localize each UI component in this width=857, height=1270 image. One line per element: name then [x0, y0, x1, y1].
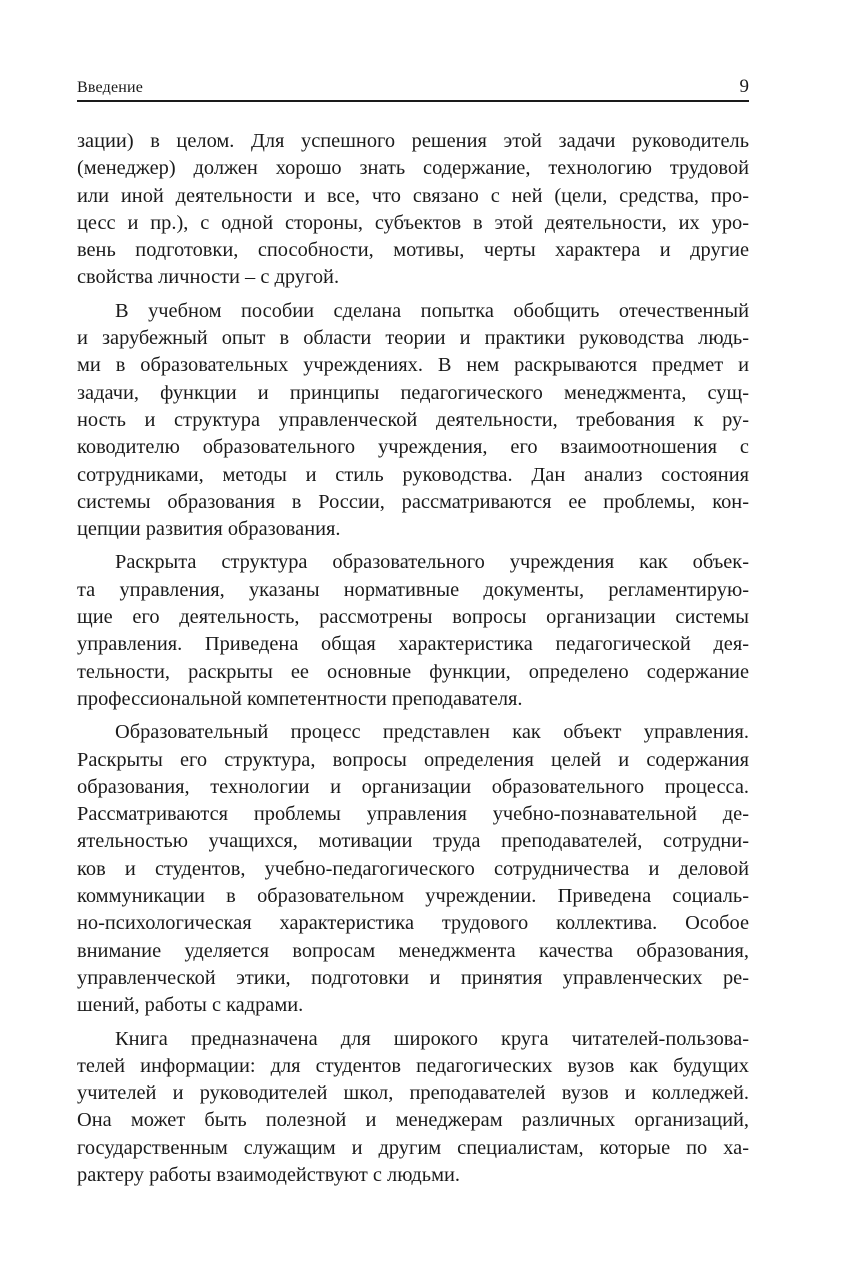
text-line: рактеру работы взаимодействуют с людьми. [77, 1163, 460, 1186]
text-line: и зарубежный опыт в области теории и практики руководства людь- [77, 327, 749, 350]
text-line: В учебном пособии сделана попытка обобщить отечественный [115, 299, 749, 322]
text-line: Рассматриваются проблемы управления учебно-познавательной де- [77, 803, 749, 826]
text-line: профессиональной компетентности преподавателя. [77, 687, 523, 710]
text-line: коммуникации в образовательном учреждении. Приведена социаль- [77, 885, 749, 908]
text-line: Она может быть полезной и менеджерам различных организаций, [77, 1109, 749, 1132]
text-line: ков и студентов, учебно-педагогического сотрудничества и деловой [77, 857, 749, 880]
text-line: государственным служащим и другим специалистам, которые по ха- [77, 1136, 749, 1159]
section-title: Введение [77, 79, 144, 96]
text-line: учителей и руководителей школ, преподавателей вузов и колледжей. [77, 1082, 749, 1105]
text-line: сотрудниками, методы и стиль руководства. Дан анализ состояния [77, 463, 749, 486]
text-line: или иной деятельности и все, что связано с ней (цели, средства, про- [77, 184, 749, 207]
text-line: та управления, указаны нормативные документы, регламентирую- [77, 578, 749, 601]
page-number: 9 [739, 76, 749, 97]
text-line: ми в образовательных учреждениях. В нем раскрываются предмет и [77, 354, 749, 377]
text-line: шений, работы с кадрами. [77, 994, 304, 1017]
text-line: ность и структура управленческой деятельности, требования к ру- [77, 408, 749, 431]
paragraph [77, 549, 749, 713]
text-line: ководителю образовательного учреждения, его взаимоотношения с [77, 436, 749, 459]
paragraph [77, 298, 749, 544]
text-line: вень подготовки, способности, мотивы, черты характера и другие [77, 239, 749, 262]
text-line: цесс и пр.), с одной стороны, субъектов в этой деятельности, их уро- [77, 211, 749, 234]
text-line: управленческой этики, подготовки и принятия управленческих ре- [77, 966, 749, 989]
text-line: щие его деятельность, рассмотрены вопросы организации системы [77, 606, 749, 629]
text-line: но-психологическая характеристика трудового коллектива. Особое [77, 912, 749, 935]
text-line: ятельностью учащихся, мотивации труда преподавателей, сотрудни- [77, 830, 749, 853]
running-header [77, 74, 749, 102]
text-line: системы образования в России, рассматриваются ее проблемы, кон- [77, 490, 749, 513]
text-line: Образовательный процесс представлен как объект управления. [115, 721, 749, 744]
text-line: Книга предназначена для широкого круга читателей-пользова- [115, 1027, 749, 1050]
text-line: Раскрыты его структура, вопросы определения целей и содержания [77, 748, 749, 771]
text-line: телей информации: для студентов педагогических вузов как будущих [77, 1054, 749, 1077]
text-line: Раскрыта структура образовательного учреждения как объек- [115, 551, 749, 574]
text-line: цепции развития образования. [77, 518, 341, 541]
paragraph [77, 128, 749, 292]
text-line: (менеджер) должен хорошо знать содержание, технологию трудовой [77, 157, 749, 180]
paragraph [77, 1026, 749, 1190]
text-line: внимание уделяется вопросам менеджмента качества образования, [77, 939, 749, 962]
paragraph [77, 719, 749, 1019]
text-line: тельности, раскрыты ее основные функции, определено содержание [77, 660, 749, 683]
text-line: зации) в целом. Для успешного решения этой задачи руководитель [77, 130, 749, 152]
text-line: управления. Приведена общая характеристика педагогической дея- [77, 633, 749, 656]
body-text [77, 128, 749, 1189]
text-line: образования, технологии и организации образовательного процесса. [77, 775, 749, 798]
text-line: задачи, функции и принципы педагогического менеджмента, сущ- [77, 381, 749, 404]
book-page [77, 74, 749, 1195]
text-line: свойства личности – с другой. [77, 266, 340, 289]
